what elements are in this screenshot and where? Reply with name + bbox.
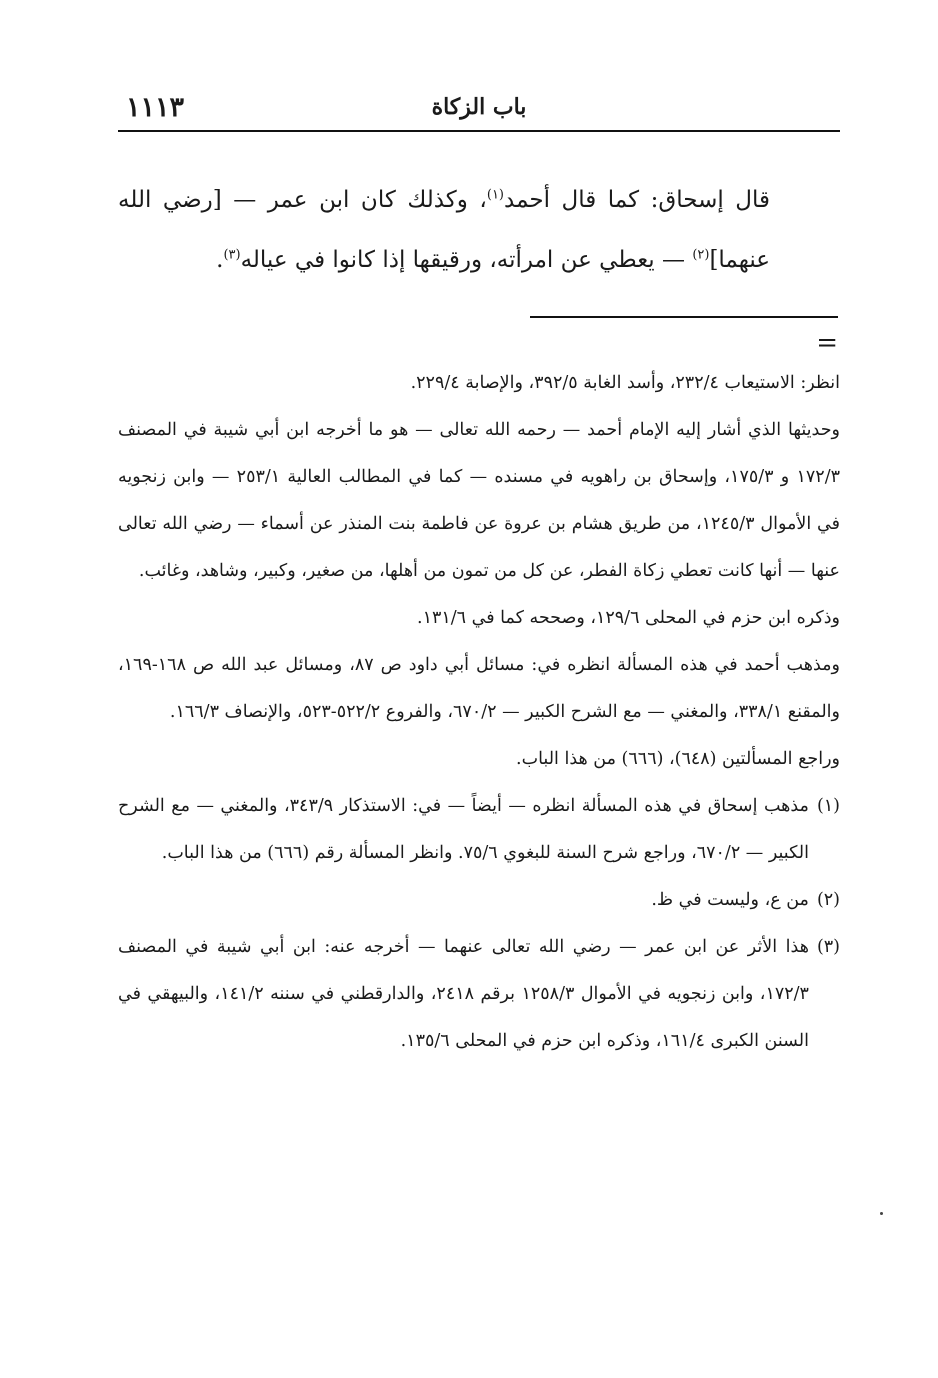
footnote-separator <box>530 316 838 318</box>
scan-speck <box>880 1212 883 1215</box>
continuation-note-2: وحديثها الذي أشار إليه الإمام أحمد — رحمه الله تعالى — هو ما أخرجه ابن أبي شيبة في المصنف ١٧٢/٣ و ١٧٥/٣، وإسحاق بن راهويه في مسنده — كما في المطالب العالية ٢٥٣/١ — وابن زنجويه في الأموال ١٢٤٥/٣، من طريق هشام بن عروة عن فاطمة بنت المنذر عن أسماء — رضي الله تعالى عنها — أنها كانت تعطي زكاة الفطر، عن كل من تمون من أهلها، من صغير، وكبير، وشاهد، وغائب. <box>118 420 840 581</box>
footnote-ref-2: (٢) <box>692 247 710 263</box>
footnote-text: من ع، وليست في ظ. <box>651 890 809 910</box>
main-text-part-2: ، وكذلك كان ابن عمر — [رضي الله عنهما] <box>118 187 770 273</box>
footnotes-section <box>118 360 840 1065</box>
footnote-text: مذهب إسحاق في هذه المسألة انظره — أيضاً — في: الاستذكار ٣٤٣/٩، والمغني — مع الشرح الكبير — ٦٧٠/٢، وراجع شرح السنة للبغوي ٧٥/٦. وانظر المسألة رقم (٦٦٦) من هذا الباب. <box>118 796 809 863</box>
page-number: ١١١٣ <box>126 92 185 123</box>
continuation-note-1: انظر: الاستيعاب ٢٣٢/٤، وأسد الغابة ٣٩٢/٥، والإصابة ٢٢٩/٤. <box>410 373 840 393</box>
continuation-note-3: وذكره ابن حزم في المحلى ١٢٩/٦، وصححه كما في ١٣١/٦. <box>416 608 840 628</box>
continuation-note-5: وراجع المسألتين (٦٤٨)، (٦٦٦) من هذا الباب. <box>516 749 840 769</box>
footnote-2 <box>118 877 840 924</box>
footnote-number: (١) <box>816 796 840 816</box>
footnote-1 <box>118 783 840 877</box>
main-text-part-3: — يعطي عن امرأته، ورقيقها إذا كانوا في عياله <box>240 247 693 273</box>
chapter-title: باب الزكاة <box>431 94 527 120</box>
main-text <box>118 170 770 290</box>
footnote-number: (٣) <box>816 937 840 957</box>
footnote-3 <box>118 924 840 1065</box>
footnote-text: هذا الأثر عن ابن عمر — رضي الله تعالى عنهما — أخرجه عنه: ابن أبي شيبة في المصنف ١٧٢/٣، وابن زنجويه في الأموال ١٢٥٨/٣ برقم ٢٤١٨، والدارقطني في سننه ١٤١/٢، والبيهقي في السنن الكبرى ١٦١/٤، وذكره ابن حزم في المحلى ١٣٥/٦. <box>118 937 809 1051</box>
footnote-ref-1: (١) <box>486 187 504 203</box>
page-header <box>118 92 840 132</box>
continuation-mark: = <box>816 328 838 358</box>
footnote-ref-3: (٣) <box>223 247 241 263</box>
main-text-part-4: . <box>216 247 224 273</box>
footnote-number: (٢) <box>816 890 840 910</box>
continuation-note-4: ومذهب أحمد في هذه المسألة انظره في: مسائل أبي داود ص ٨٧، ومسائل عبد الله ص ١٦٨-١٦٩، والمقنع ٣٣٨/١، والمغني — مع الشرح الكبير — ٦٧٠/٢، والفروع ٥٢٢/٢-٥٢٣، والإنصاف ١٦٦/٣. <box>118 655 840 722</box>
main-text-part-1: قال إسحاق: كما قال أحمد <box>504 187 771 213</box>
